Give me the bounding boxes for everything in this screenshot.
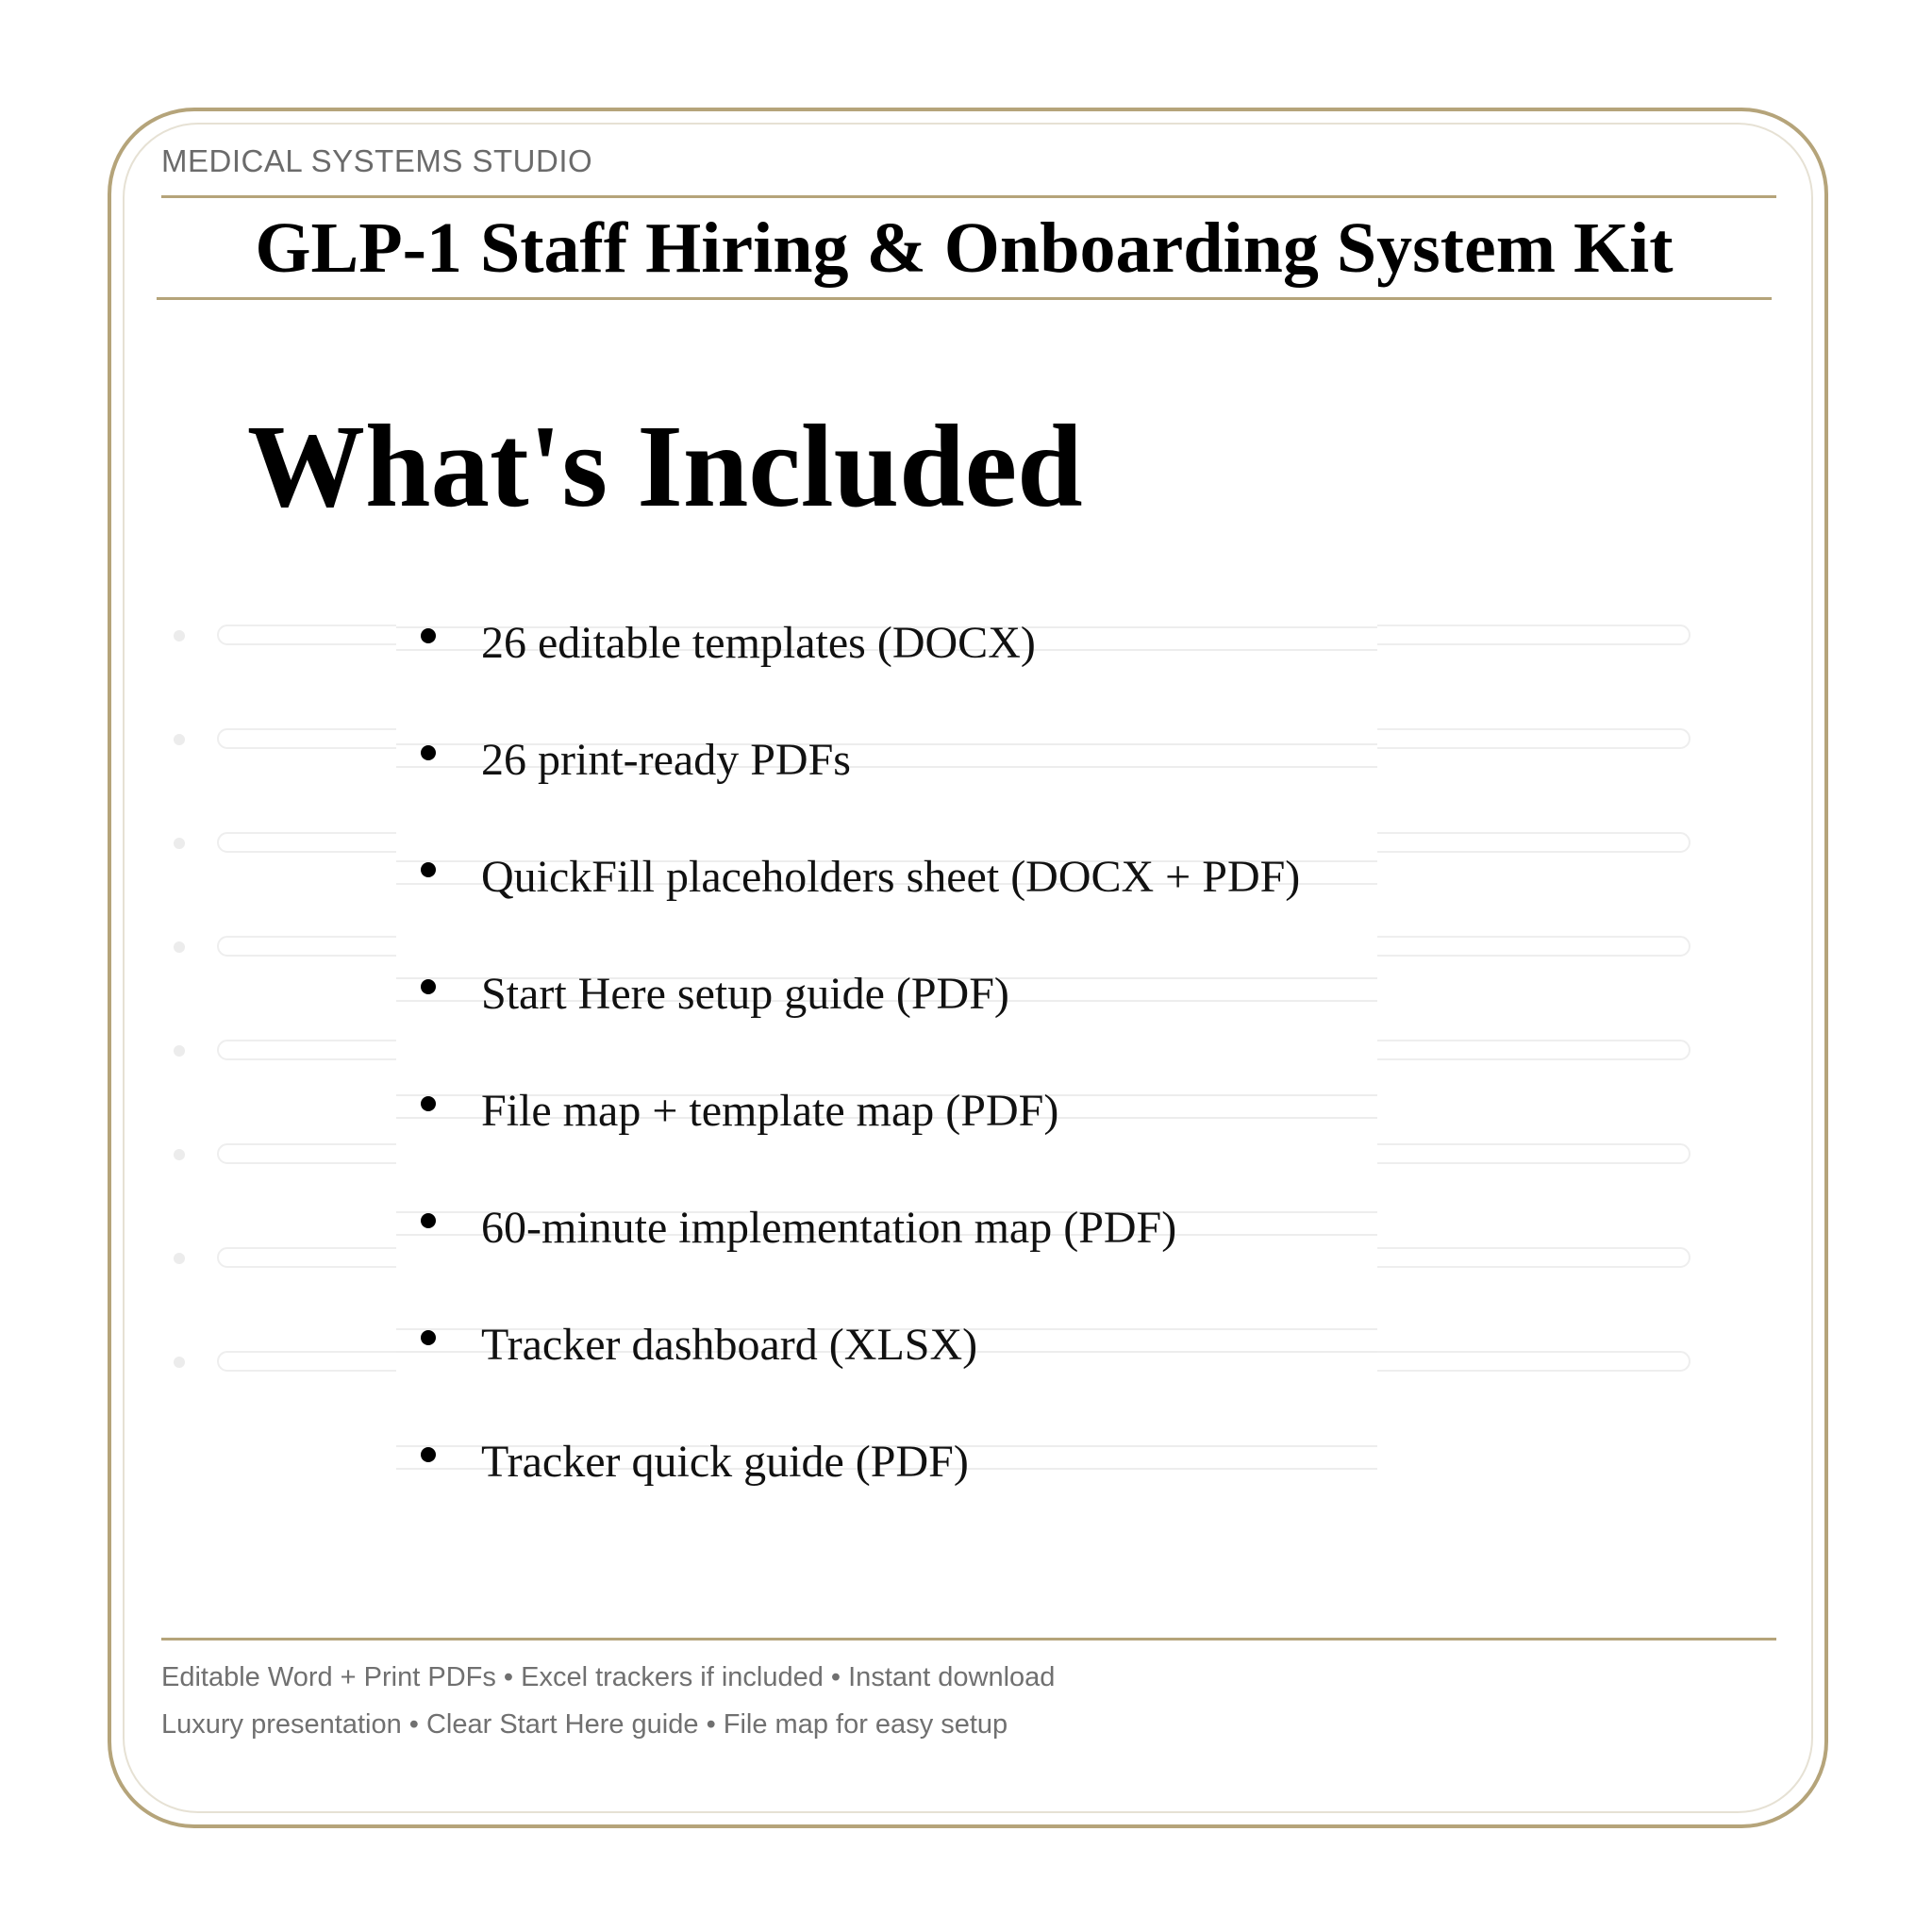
list-item-label: Tracker dashboard (XLSX) [481, 1320, 978, 1370]
bullet-icon [421, 979, 436, 994]
bullet-icon [421, 628, 436, 643]
bullet-icon [421, 1213, 436, 1228]
ghost-dot [174, 1357, 185, 1368]
bullet-icon [421, 862, 436, 877]
bullet-icon [421, 745, 436, 760]
kit-title: GLP-1 Staff Hiring & Onboarding System Kit [255, 208, 1674, 288]
ghost-dot [174, 734, 185, 745]
section-heading: What's Included [247, 402, 1083, 532]
list-item-label: Tracker quick guide (PDF) [481, 1437, 969, 1487]
ghost-dot [174, 941, 185, 953]
list-item-label: QuickFill placeholders sheet (DOCX + PDF) [481, 852, 1301, 902]
list-item-label: 26 editable templates (DOCX) [481, 618, 1036, 668]
bullet-icon [421, 1096, 436, 1111]
brand-name: MEDICAL SYSTEMS STUDIO [161, 143, 593, 178]
ghost-dot [174, 1149, 185, 1160]
bullet-icon [421, 1447, 436, 1462]
ghost-dot [174, 630, 185, 641]
divider-top [161, 195, 1776, 198]
ghost-dot [174, 1253, 185, 1264]
list-item-label: 26 print-ready PDFs [481, 735, 851, 785]
list-item-label: File map + template map (PDF) [481, 1086, 1059, 1136]
footer-line-2: Luxury presentation • Clear Start Here guide • File map for easy setup [161, 1709, 1008, 1740]
divider-title [157, 297, 1772, 300]
list-item-label: 60-minute implementation map (PDF) [481, 1203, 1177, 1253]
bullet-icon [421, 1330, 436, 1345]
ghost-dot [174, 838, 185, 849]
divider-footer [161, 1638, 1776, 1641]
list-item-label: Start Here setup guide (PDF) [481, 969, 1009, 1019]
footer-line-1: Editable Word + Print PDFs • Excel trackers if included • Instant download [161, 1662, 1056, 1692]
ghost-dot [174, 1045, 185, 1057]
